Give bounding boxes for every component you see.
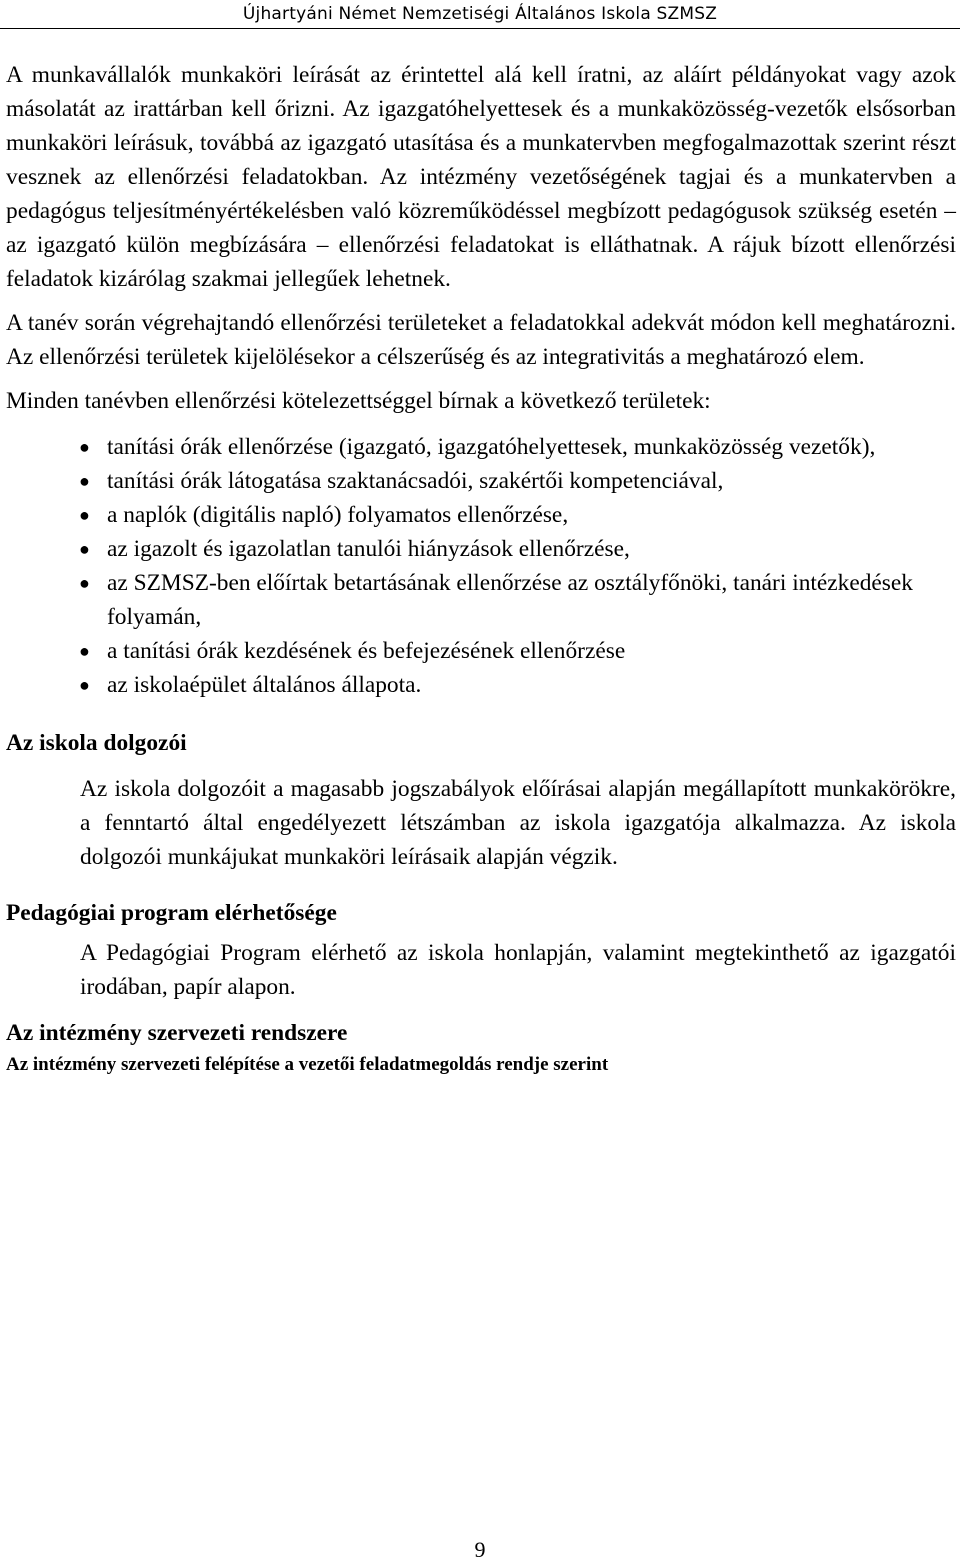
bullet-icon: ● [79,471,90,491]
header-title: Újhartyáni Német Nemzetiségi Általános Iskola SZMSZ [242,4,718,24]
list-item-text: az iskolaépület általános állapota. [107,672,422,698]
page-number: 9 [474,1537,486,1562]
page-header [0,2,960,29]
bullet-icon: ● [79,573,90,593]
bullet-icon: ● [79,675,90,695]
list-item-text: a tanítási órák kezdésének és befejezésének ellenőrzése [107,638,626,664]
list-item-text: tanítási órák látogatása szaktanácsadói, szakértői kompetenciával, [107,468,724,494]
bullet-icon: ● [79,437,90,457]
list-item-text: a naplók (digitális napló) folyamatos ellenőrzése, [107,502,569,528]
paragraph-kotelezettseg: Minden tanévben ellenőrzési kötelezettséggel bírnak a következő területek: [6,388,711,414]
paragraph-ellenorzes-intro: A munkavállalók munkaköri leírását az érintettel alá kell íratni, az aláírt példányokat vagy azok másolatát az irattárban kell őrizni. Az igazgatóhelyettesek és a munkaközösség-vezetők elsősorban munkaköri leírásuk, továbbá az igazgató utasítása és a munkatervben megfogalmazottak szerint részt vesznek az ellenőrzési feladatokban. Az intézmény vezetőségének tagjai és a munkatervben a pedagógus teljesítményértékelésben való közreműködéssel megbízott pedagógusok szükség esetén – az igazgató külön megbízására – ellenőrzési feladatokat is elláthatnak. A rájuk bízott ellenőrzési feladatok kizárólag szakmai jellegűek lehetnek. [6,62,956,292]
list-item [79,498,956,532]
list-item [79,430,956,464]
list-item [79,532,956,566]
paragraph-ellenorzesi-teruletek: A tanév során végrehajtandó ellenőrzési területeket a feladatokkal adekvát módon kell meghatározni. Az ellenőrzési területek kijelölésekor a célszerűség és az integrativitás a meghatározó elem. [6,310,956,370]
list-item-text: tanítási órák ellenőrzése (igazgató, igazgatóhelyettesek, munkaközösség vezetők), [107,434,876,460]
subheading-szervezeti-felepites: Az intézmény szervezeti felépítése a vezetői feladatmegoldás rendje szerint [6,1054,609,1075]
list-item-text: az igazolt és igazolatlan tanulói hiányzások ellenőrzése, [107,536,630,562]
heading-iskola-dolgozoi: Az iskola dolgozói [6,730,187,756]
bullet-icon: ● [79,539,90,559]
list-item-text: az SZMSZ-ben előírtak betartásának ellenőrzése az osztályfőnöki, tanári intézkedések folyamán, [107,570,913,630]
bullet-icon: ● [79,505,90,525]
list-item [79,566,956,634]
heading-szervezeti-rendszer: Az intézmény szervezeti rendszere [6,1020,348,1046]
list-item [79,668,956,702]
paragraph-iskola-dolgozoi: Az iskola dolgozóit a magasabb jogszabályok előírásai alapján megállapított munkakörökre, a fenntartó által engedélyezett létszámban az iskola igazgatója alkalmazza. Az iskola dolgozói munkájukat munkaköri leírásaik alapján végzik. [80,776,956,870]
paragraph-pedagogiai-program: A Pedagógiai Program elérhető az iskola honlapján, valamint megtekinthető az igazgatói irodában, papír alapon. [80,940,956,1000]
list-item [79,464,956,498]
page-content [6,58,956,1080]
bullet-icon: ● [79,641,90,661]
heading-pedagogiai-program: Pedagógiai program elérhetősége [6,900,337,926]
ellenorzesi-teruletek-list [6,430,956,702]
list-item [79,634,956,668]
